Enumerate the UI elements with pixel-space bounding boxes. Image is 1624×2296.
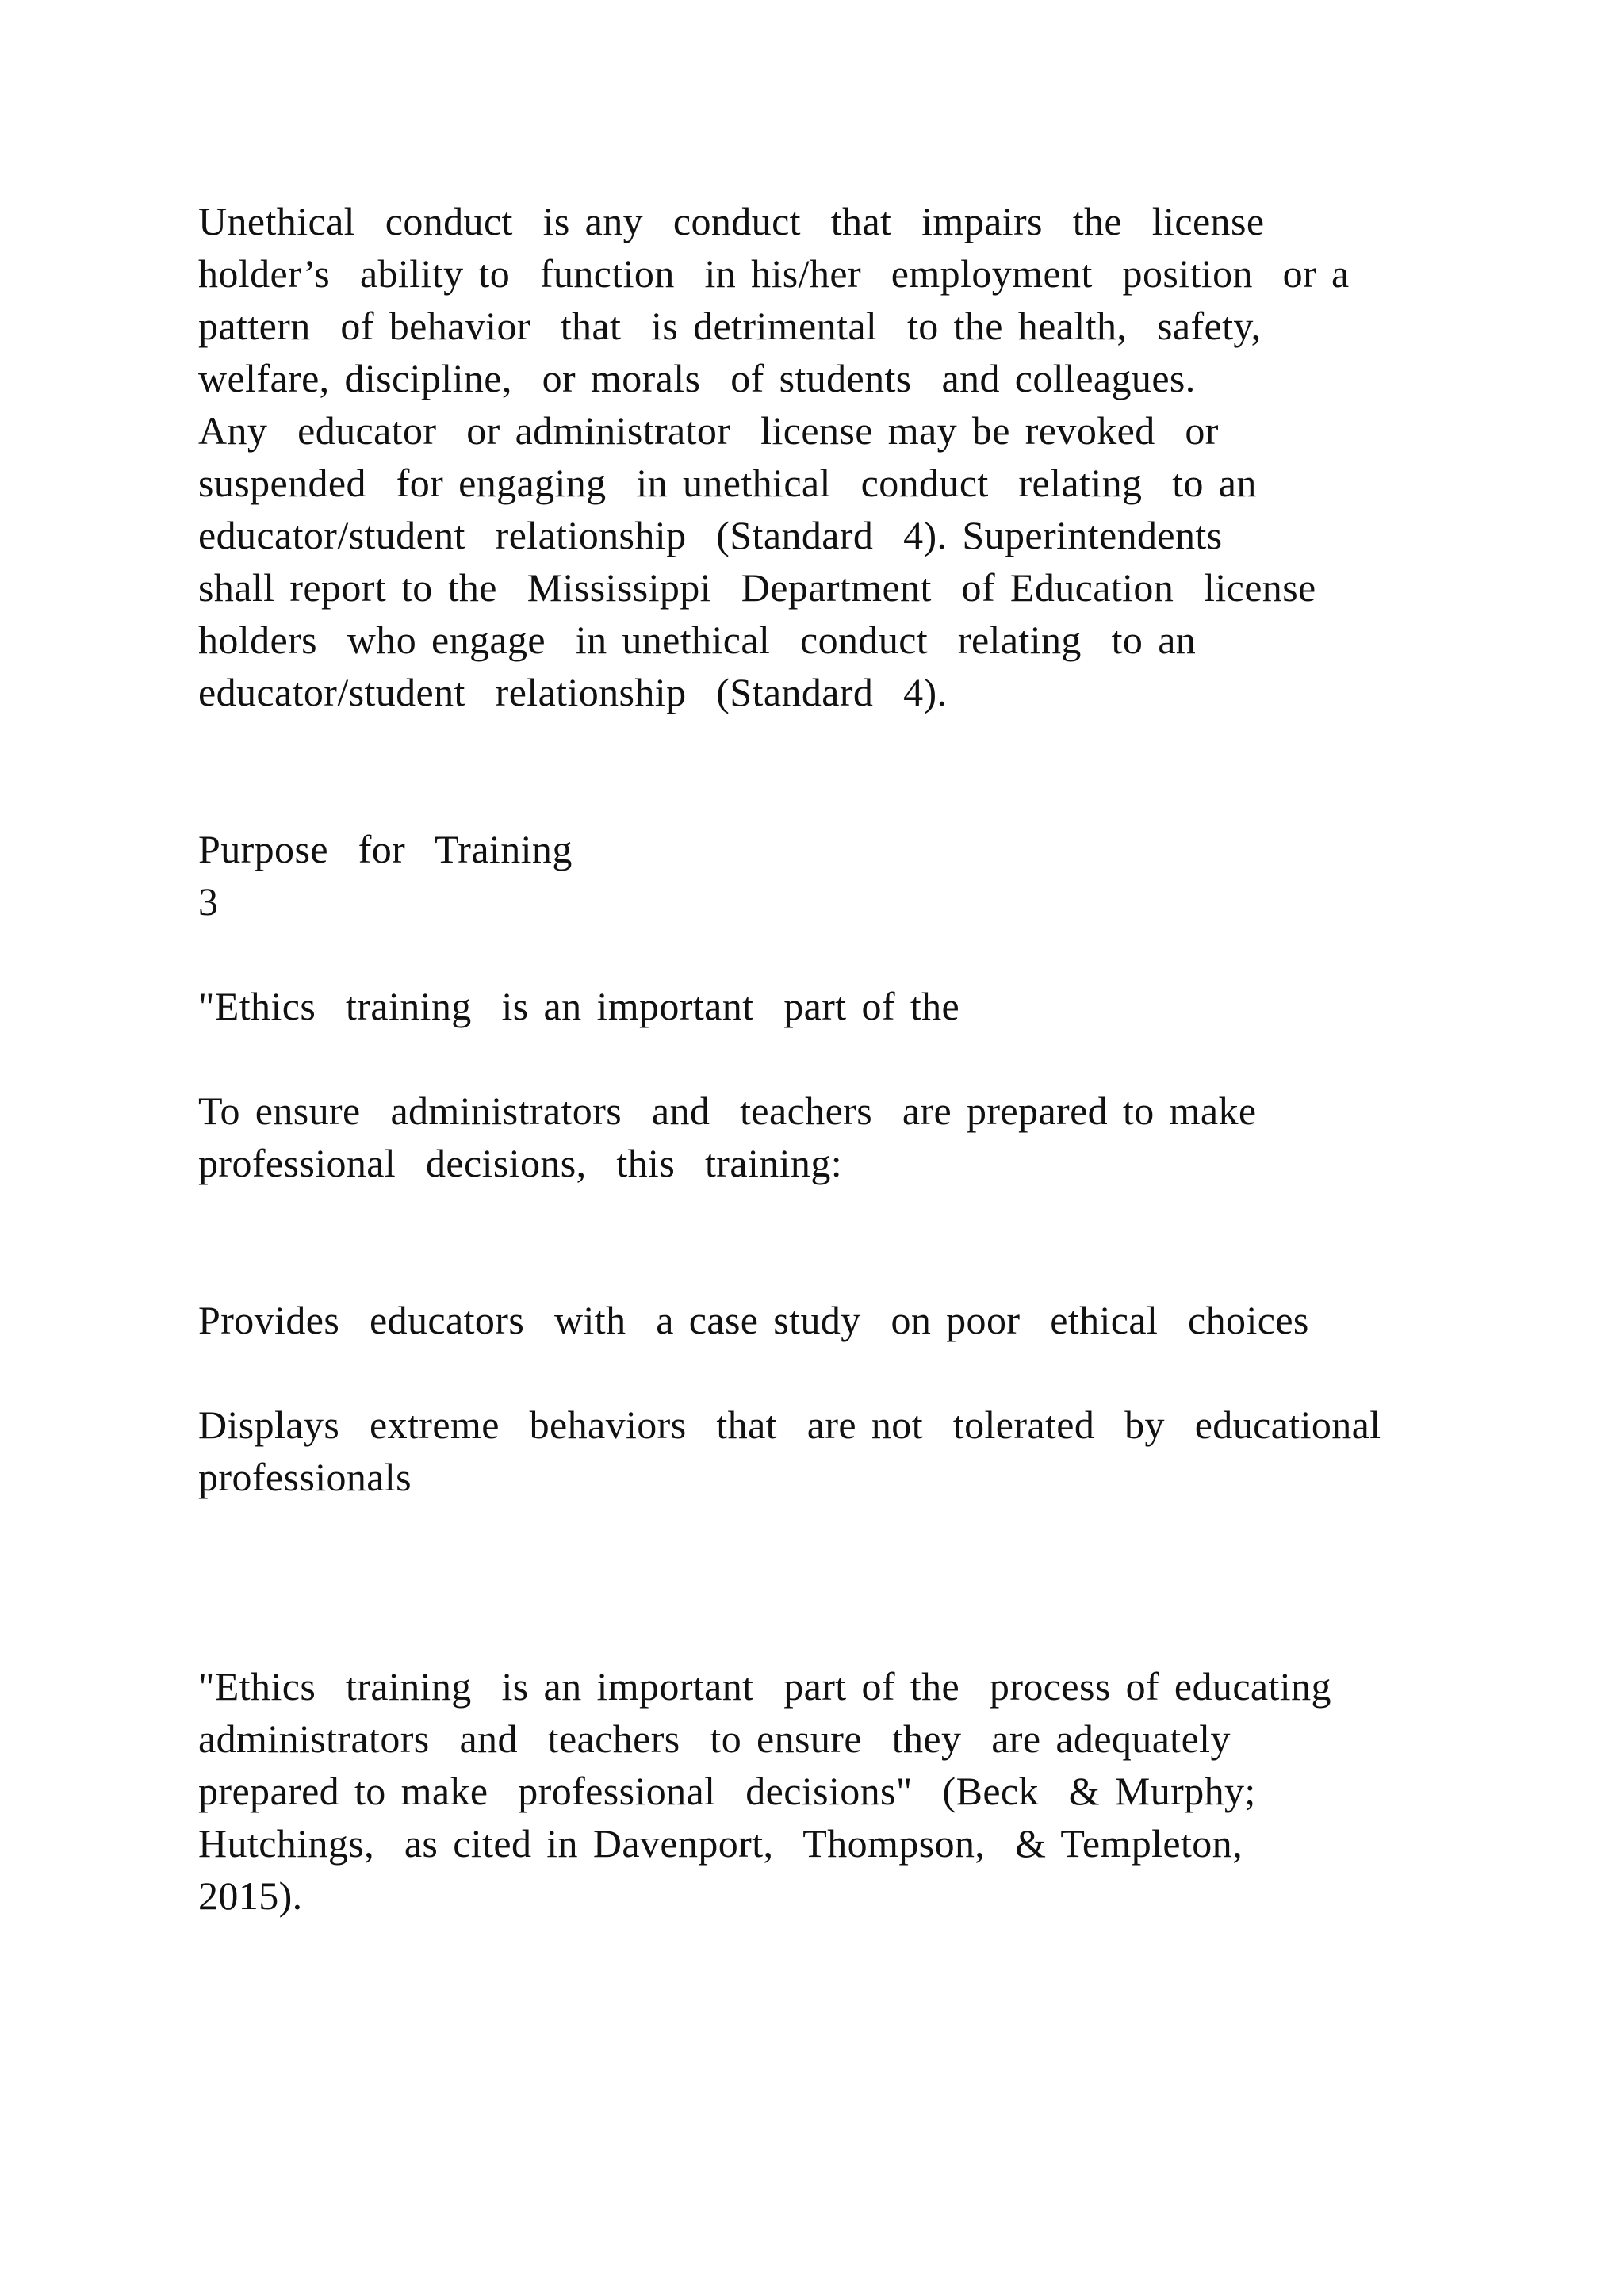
paragraph-1-line: holders who engage in unethical conduct relating to an bbox=[198, 618, 1197, 662]
quote-fragment: "Ethics training is an important part of the bbox=[198, 984, 960, 1028]
section-heading: Purpose for Training bbox=[198, 827, 573, 871]
paragraph-1-line: suspended for engaging in unethical conduct relating to an bbox=[198, 461, 1257, 505]
slide-number: 3 bbox=[198, 879, 219, 924]
paragraph-1-line: Unethical conduct is any conduct that impairs the license bbox=[198, 199, 1265, 243]
citation-line: 2015). bbox=[198, 1873, 303, 1918]
list-item: Displays extreme behaviors that are not tolerated by educational bbox=[198, 1402, 1381, 1447]
citation-line: prepared to make professional decisions" (Beck & Murphy; bbox=[198, 1769, 1256, 1813]
paragraph-1-line: welfare, discipline, or morals of students and colleagues. bbox=[198, 356, 1196, 400]
citation-line: Hutchings, as cited in Davenport, Thompson, & Templeton, bbox=[198, 1821, 1243, 1866]
paragraph-1-line: shall report to the Mississippi Department of Education license bbox=[198, 565, 1316, 610]
paragraph-1-line: educator/student relationship (Standard 4). bbox=[198, 670, 948, 714]
citation-line: administrators and teachers to ensure they are adequately bbox=[198, 1716, 1231, 1761]
citation-line: "Ethics training is an important part of the process of educating bbox=[198, 1664, 1331, 1709]
intro-line: professional decisions, this training: bbox=[198, 1141, 843, 1185]
paragraph-1-line: holder’s ability to function in his/her employment position or a bbox=[198, 251, 1350, 296]
list-item: Provides educators with a case study on poor ethical choices bbox=[198, 1298, 1309, 1342]
intro-line: To ensure administrators and teachers are prepared to make bbox=[198, 1089, 1257, 1133]
list-item-continuation: professionals bbox=[198, 1455, 412, 1499]
paragraph-1-line: Any educator or administrator license may be revoked or bbox=[198, 408, 1219, 453]
paragraph-1-line: educator/student relationship (Standard 4). Superintendents bbox=[198, 513, 1223, 557]
paragraph-1-line: pattern of behavior that is detrimental to the health, safety, bbox=[198, 304, 1262, 348]
